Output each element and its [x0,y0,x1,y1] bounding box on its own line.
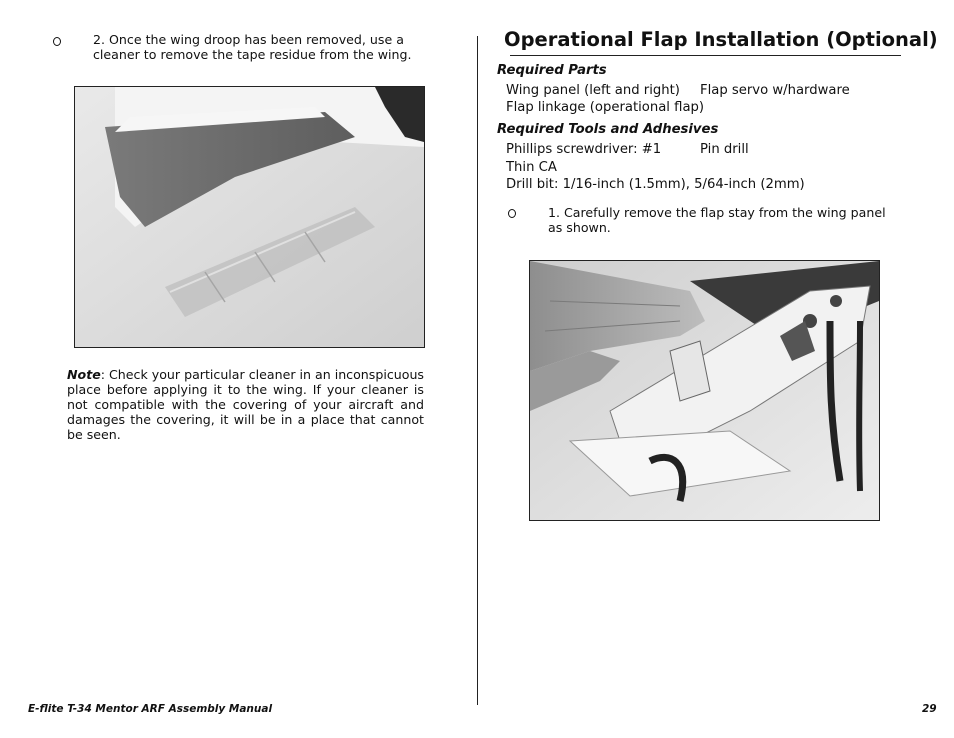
step-checkbox[interactable] [53,37,61,46]
step-2-text: 2. Once the wing droop has been removed, use a cleaner to remove the tape residue from the wing. [93,32,412,62]
section-title: Operational Flap Installation (Optional) [504,28,938,51]
note-paragraph [67,367,424,442]
footer-manual-title: E-flite T-34 Mentor ARF Assembly Manual [28,703,273,715]
tool-drill-bit: Drill bit: 1/16-inch (1.5mm), 5/64-inch (2mm) [506,177,805,192]
step-1-text: 1. Carefully remove the flap stay from the wing panel as shown. [548,205,886,235]
tool-pin-drill: Pin drill [700,142,749,157]
part-wing-panel: Wing panel (left and right) [506,83,680,98]
note-text: : Check your particular cleaner in an inconspicuous place before applying it to the wing. If your cleaner is not compatible with the covering of your aircraft and damages the covering, it will be in a place that cannot be seen. [67,367,424,442]
title-underline [510,55,901,56]
page-number: 29 [922,703,937,715]
tool-phillips-screwdriver: Phillips screwdriver: #1 [506,142,662,157]
flap-removal-photo [529,260,880,521]
wing-cleaning-photo [74,86,425,348]
column-divider [477,36,478,705]
step-checkbox[interactable] [508,209,516,218]
required-parts-heading: Required Parts [497,63,607,78]
note-label: Note [67,367,101,382]
part-flap-servo: Flap servo w/hardware [700,83,850,98]
required-tools-heading: Required Tools and Adhesives [497,122,719,137]
tool-thin-ca: Thin CA [506,160,557,175]
part-flap-linkage: Flap linkage (operational flap) [506,100,705,115]
